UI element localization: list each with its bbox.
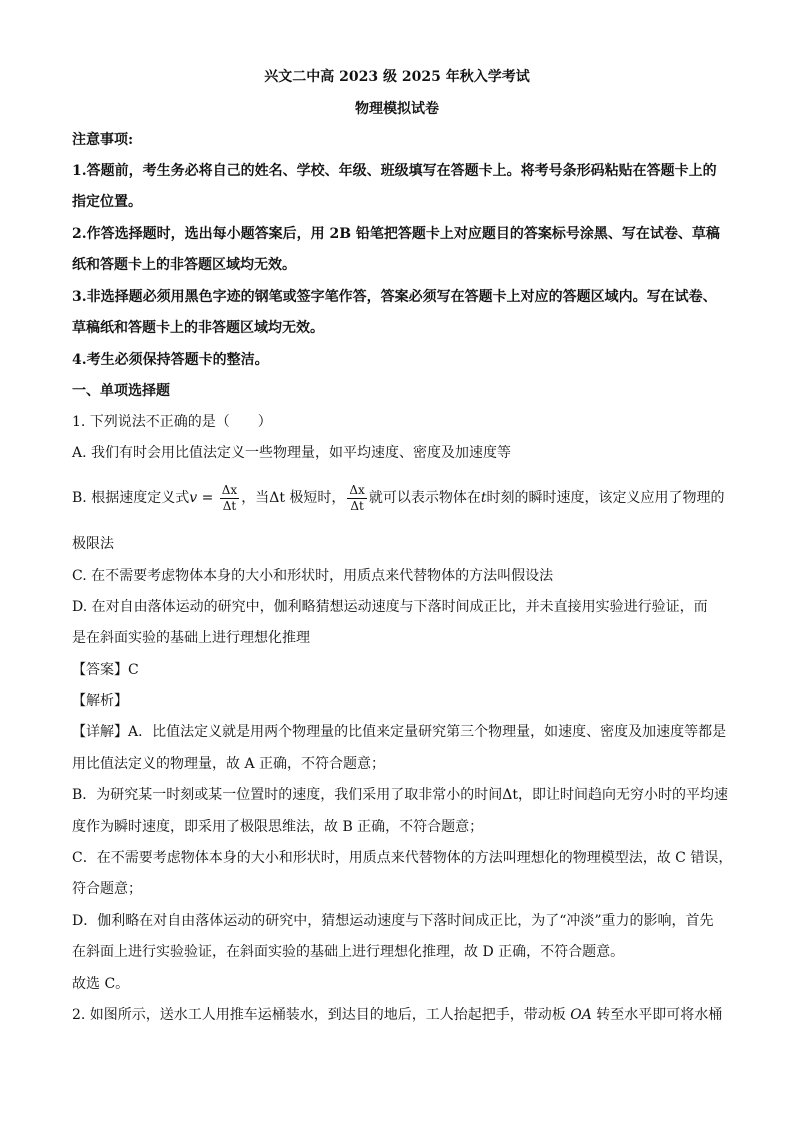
note-1-line-1: 1.答题前，考生务必将自己的姓名、学校、年级、班级填写在答题卡上。将考号条形码粘贴在答题卡上的 [72, 163, 717, 179]
fraction-delta-x-over-delta-t-2 [347, 483, 366, 514]
answer-label: 【答案】C [72, 662, 139, 678]
explanation-line-2: 用比值法定义的物理量，故 A 正确，不符合题意； [72, 756, 386, 772]
question-2-stem-end: 转至水平即可将水桶 [591, 1007, 723, 1023]
option-d-line-1: D. 在对自由落体运动的研究中，伽利略猜想运动速度与下落时间成正比，并未直接用实验进行验证，而 [72, 599, 708, 615]
exam-subtitle: 物理模拟试卷 [355, 101, 439, 117]
explanation-line-4: 度作为瞬时速度，即采用了极限思维法，故 B 正确，不符合题意； [72, 819, 484, 835]
exam-title: 兴文二中高 2023 级 2025 年秋入学考试 [264, 69, 530, 85]
option-b [72, 481, 724, 515]
note-2-line-1: 2.作答选择题时，选出每小题答案后，用 2B 铅笔把答题卡上对应题目的答案标号涂黑、写在试卷、草稿 [72, 226, 720, 242]
question-2-stem-start: 2. 如图所示，送水工人用推车运桶装水，到达目的地后，工人抬起把手，带动板 [72, 1007, 571, 1023]
explanation-line-1: 【详解】A．比值法定义就是用两个物理量的比值来定量研究第三个物理量，如速度、密度及加速度等都是 [72, 724, 727, 740]
explanation-line-7: D．伽利略在对自由落体运动的研究中，猜想运动速度与下落时间成正比，为了“冲淡”重力的影响，首先 [72, 913, 714, 929]
option-b-middle-2: 就可以表示物体在 [368, 490, 481, 506]
explanation-line-6: 符合题意； [72, 881, 142, 897]
time-symbol: t [480, 490, 487, 506]
note-2-line-2: 纸和答题卡上的非答题区域均无效。 [72, 257, 296, 273]
note-4: 4.考生必须保持答题卡的整洁。 [72, 352, 269, 368]
note-1-line-2: 指定位置。 [72, 194, 142, 210]
question-1-stem: 1. 下列说法不正确的是（ ） [72, 414, 272, 430]
velocity-symbol: v [189, 490, 198, 506]
option-b-continued: 极限法 [72, 536, 114, 552]
note-3-line-1: 3.非选择题必须用黑色字迹的钢笔或签字笔作答，答案必须写在答题卡上对应的答题区域内。写在试卷、 [72, 289, 717, 305]
explanation-line-3: B．为研究某一时刻或某一位置时的速度，我们采用了取非常小的时间Δt，即让时间趋向无穷小时的平均速 [72, 787, 729, 803]
analysis-label: 【解析】 [72, 693, 128, 709]
fraction-denominator: Δt [222, 498, 237, 513]
explanation-line-5: C．在不需要考虑物体本身的大小和形状时，用质点来代替物体的方法叫理想化的物理模型法，故 C 错误， [72, 850, 733, 866]
note-3-line-2: 草稿纸和答题卡上的非答题区域均无效。 [72, 320, 324, 336]
option-b-prefix: B. 根据速度定义式 [72, 490, 190, 506]
explanation-line-8: 在斜面上进行实验验证，在斜面实验的基础上进行理想化推理，故 D 正确，不符合题意。 [72, 944, 625, 960]
question-2-stem [72, 1005, 722, 1025]
fraction-numerator: Δx [221, 482, 238, 497]
choose-answer: 故选 C。 [72, 976, 130, 992]
fraction-denominator-2: Δt [350, 498, 364, 513]
fraction-numerator-2: Δx [349, 482, 365, 497]
option-b-suffix: 时刻的瞬时速度，该定义应用了物理的 [486, 490, 725, 506]
option-c: C. 在不需要考虑物体本身的大小和形状时，用质点来代替物体的方法叫假设法 [72, 568, 554, 584]
option-a: A. 我们有时会用比值法定义一些物理量，如平均速度、密度及加速度等 [72, 445, 512, 461]
option-d-line-2: 是在斜面实验的基础上进行理想化推理 [72, 630, 310, 646]
board-oa-symbol: OA [570, 1007, 592, 1023]
option-b-middle-1: ，当Δt 极短时， [241, 490, 346, 506]
equals-sign: = [197, 490, 218, 506]
fraction-delta-x-over-delta-t [220, 483, 239, 514]
section-heading: 一、单项选择题 [72, 383, 170, 399]
notes-heading: 注意事项: [72, 132, 134, 148]
